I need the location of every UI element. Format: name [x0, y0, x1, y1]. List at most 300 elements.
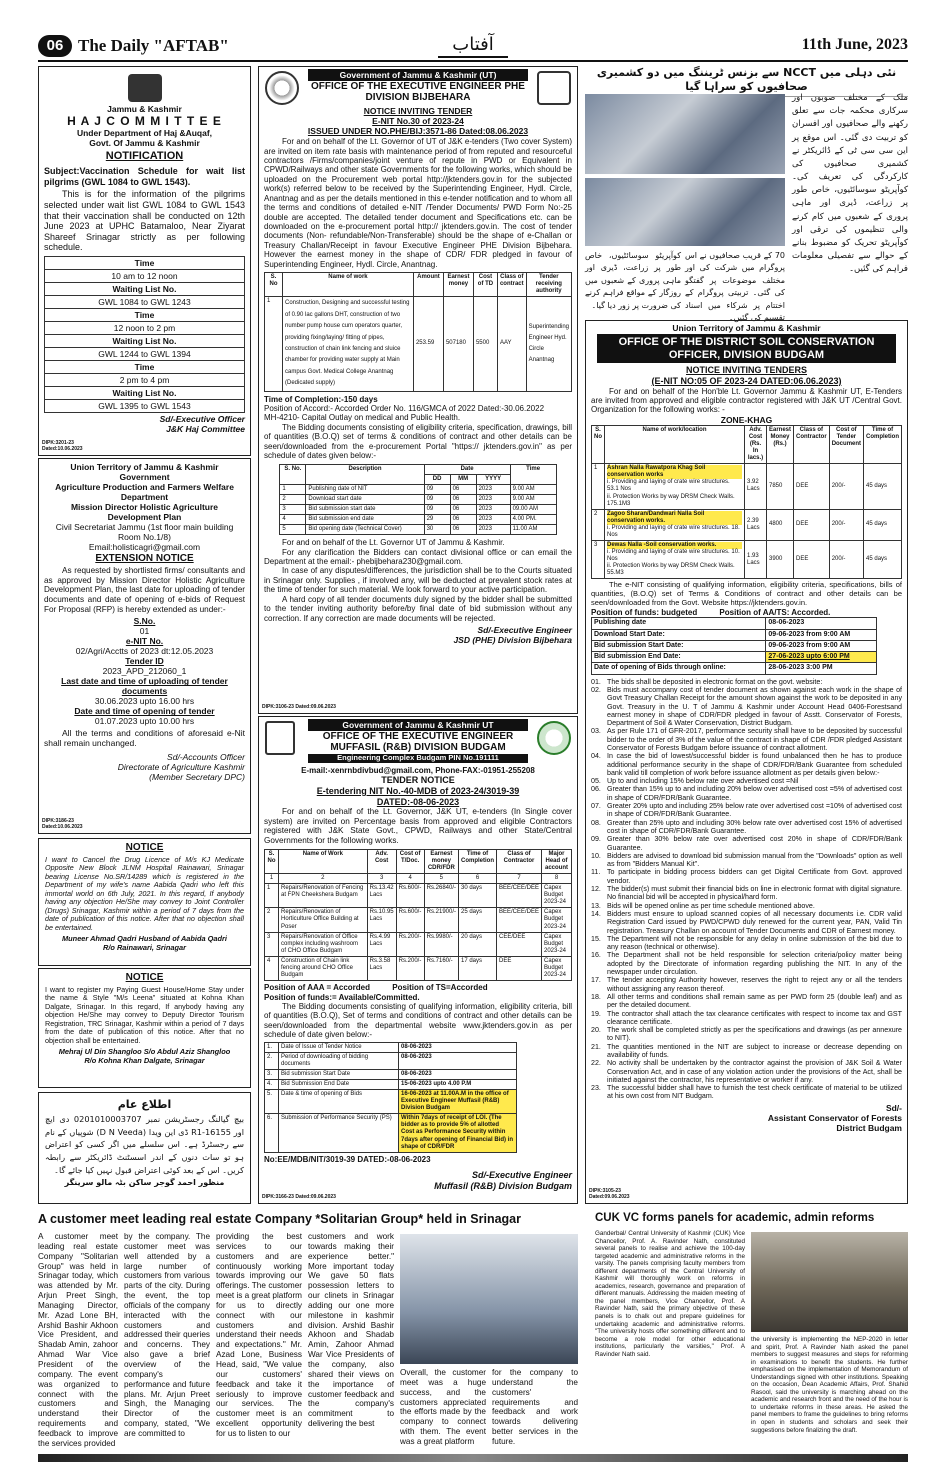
- soil-term-item: [591, 802, 902, 819]
- text-field: ii. Protection Works by way DRSM Check Walls. 175.1M3: [607, 493, 735, 507]
- phe-sign2: JSD (PHE) Division Bijbehara: [453, 635, 572, 646]
- table-cell: Rs.7160/-: [424, 956, 458, 980]
- rnb-th: S. No: [265, 849, 279, 873]
- phe-tender: [258, 66, 578, 714]
- table-cell: 6: [459, 874, 497, 884]
- text-field: DIPK:3201-23: [42, 440, 74, 447]
- table-cell: Capex Budget 2023-24: [542, 956, 572, 980]
- agri-l5: Civil Secretariat Jammu (1st floor main building Room No.1/8): [55, 522, 234, 543]
- agri-last: 30.06.2023 upto 16.00 hrs: [94, 696, 195, 707]
- table-cell: Bid submission End Date:: [592, 652, 766, 663]
- soil-term-item: [591, 777, 902, 785]
- rnb-schedule-table: [264, 1042, 517, 1153]
- haj-cell: Time: [45, 257, 245, 270]
- urdu-ad-body: بیچ گیالنگ رجسٹریشن نمبر 0201010003707 دی ایچ اور 16155-R1 ڈی این ویدا (D N Veeda) شوپیاں کے نام سے رجسٹرڈ ہے۔ اس سلسلے میں اگر کسی کو اعتراض ہو تو سات دنوں کے اندر اسسٹنٹ ڈائریکٹر سے رابطہ کریں۔ اس کے بعد کوئی اعتراض قبول نہیں کیا جائے گا۔: [45, 1114, 244, 1175]
- notice1-sign2: R/o Rainawari, Srinagar: [103, 942, 186, 952]
- table-cell: 5.: [265, 1090, 279, 1114]
- phe-td: 253.59: [413, 297, 443, 391]
- table-cell: Period of downloading of bidding documents: [279, 1052, 399, 1069]
- table-cell: BEE/CEE/DEE: [496, 908, 541, 932]
- agri-l3: Agriculture Production and Farmers Welfare Department: [55, 482, 234, 503]
- rnb-sign1: Sd/-Executive Engineer: [471, 1170, 572, 1181]
- notice-guest-house: [38, 968, 251, 1088]
- table-cell: 09-06-2023 from 9:00 AM: [766, 629, 877, 640]
- table-cell: 1: [280, 484, 306, 494]
- table-cell: 3: [265, 932, 279, 956]
- story1-col6: for the company to understand the customers' requirements and feedback and work towards delivering better services in the future.: [492, 1368, 578, 1446]
- soil-term-number: 20.: [591, 1026, 601, 1035]
- notice2-body: I want to register my Paying Guest House/Home Stay under the name & Style "M/s Leena" situated at Kohna Khan Dalgate, Srinagar. In this regard, If anybody having any objection He/She may convey to Deputy Director Tourism Registration, TRC Srinagar, Kashmir within a period of 7 days from the date of publication of this notice. After that no objection shall be entertained.: [45, 984, 244, 1045]
- footer-rule: [38, 1454, 908, 1462]
- text-field: i. Providing and laying of crate wire structures. 18. Nos: [607, 524, 740, 538]
- phe-govt: Government of Jammu & Kashmir (UT): [308, 69, 528, 81]
- soil-tender: [585, 320, 908, 1204]
- phe-th: Time: [510, 464, 556, 484]
- soil-term-item: [591, 951, 902, 976]
- rnb-th: Time of Completion: [459, 849, 497, 873]
- story2-col1: Ganderbal/ Central University of Kashmir (CUK) Vice Chancellor, Prof. A. Ravinder Nath, constituted several panels to realise and achieve the 100-day targeted academic and administrative reforms in the varsity. The panels comprising faculty members from different departments of the Central University of Kashmir will thoroughly work on reforms in academics, research, governance and preparation of different manuals. Addressing the maiden meeting of the panel members, Vice Chancellor, Prof. A Ravinder Nath, said the primary objective of these panels is to chalk out and prepare guidelines for undertaking academic and administrative reforms. "The university hosts offer something different and to become a role model for other educational institutions, particularly the varsities," Prof. A Ravinder Nath said.: [595, 1230, 745, 1358]
- agri-last-label: Last date and time of uploading of tender documents: [61, 676, 228, 697]
- story1-col5: Overall, the customer meet was a huge success, and the customers appreciated the efforts made by the company to connect with them. The event was a great platform: [400, 1368, 486, 1446]
- urdu-public-notice: [38, 1092, 251, 1204]
- table-cell: 2: [279, 874, 368, 884]
- table-cell: Download Start Date:: [592, 629, 766, 640]
- phe-body2: The Bidding documents consisting of eligibility criteria, specification, drawings, bill of quantities (B.O.Q) set of terms & conditions of contract and other details can be seen/downloaded from the e-procurement Portal "https:// jktenders.gov.in" as per schedule of dates given below:-: [264, 422, 572, 461]
- soil-body: For and on behalf of the Hon'ble Lt. Governor Jammu & Kashmir UT, E-Tenders are invited from approved and eligible contractor registered with J&K UT /Central Govt. Organization for the following works: -: [591, 386, 902, 415]
- soil-term-number: 01.: [591, 677, 601, 686]
- phe-works-table: [264, 272, 572, 391]
- soil-term-text: Bidders must ensure to upload scanned copies of all necessary documents i.e. CDR valid Registration Card issued by PWD/CPWD duly renewed for the current year, PAN, Valid Tin registration. Treasury Challan on account of Tender Documents and CDR of Earnest money.: [607, 909, 902, 935]
- rnb-contact: E-mail:-xenrnbdivbud@gmail.com, Phone-FAX:-01951-255208: [301, 765, 535, 775]
- soil-term-number: 07.: [591, 802, 601, 811]
- soil-term-text: The bids shall be deposited in electronic format on the govt. website:: [607, 677, 823, 686]
- page-number: 06: [38, 35, 72, 57]
- soil-term-number: 17.: [591, 976, 601, 985]
- table-cell: DEE: [794, 541, 830, 579]
- phe-logo-icon: [537, 71, 571, 105]
- notice1-body: I want to Cancel the Drug Licence of M/s KJ Medicate Opposite New Block JLNM Hospital Rainawari, Srinagar bearing License No.SR/14289 which is registered in the Department of my wife's name Aabida Qadri who left this immortal world on 6th July, 2021. In this regard, If anybody having any objection He/She may convey to Joint Controller (Drugs) Srinagar, Kashmir within a period of 7 days from the date of publication of this notice. After that no objection shall be entertained.: [45, 854, 244, 932]
- table-cell: 1.93 Lacs: [745, 541, 767, 579]
- phe-th: S. No.: [280, 464, 306, 484]
- table-cell: [605, 464, 745, 509]
- rnb-enit: E-tendering NIT No.-40-MDB of 2023-24/3019-39: [316, 785, 520, 796]
- haj-cell: GWL 1395 to GWL 1543: [45, 400, 245, 413]
- table-cell: 11.00 AM: [510, 525, 556, 535]
- soil-term-item: [591, 727, 902, 752]
- soil-term-item: [591, 1084, 902, 1101]
- jk-emblem-icon: [265, 71, 299, 105]
- table-cell: Repairs/Renovation of Horticulture Office Building at Poser: [279, 908, 368, 932]
- soil-term-text: Up to and including 15% below rate over advertised cost =Nil: [607, 777, 799, 786]
- soil-term-number: 02.: [591, 685, 601, 694]
- table-cell: 3900: [767, 541, 794, 579]
- soil-term-text: In case the bid of lowest/successful bidder is found unbalanced then he has to produce additional performance security in the shape of CDR/FDR/Bank Guarantee from scheduled bank valid till completion of work before issuance allotment as per details given below:-: [607, 752, 902, 777]
- phe-dipk: DIPK:3106-23 Dated:09.06.2023: [262, 704, 336, 711]
- jk-emblem-icon: [265, 721, 295, 755]
- story1-headline: A customer meet leading real estate Company *Solitarian Group* held in Srinagar: [38, 1212, 521, 1226]
- rnb-aaa: Position of AAA = Accorded Position of TS=Accorded: [264, 983, 488, 993]
- haj-cell: GWL 1084 to GWL 1243: [45, 296, 245, 309]
- soil-term-number: 03.: [591, 727, 601, 736]
- soil-heading: NOTICE INVITING TENDERS: [685, 365, 807, 376]
- soil-term-number: 23.: [591, 1084, 601, 1093]
- phe-th: Tender receiving authority: [526, 273, 571, 297]
- table-cell: 45 days: [864, 509, 902, 540]
- soil-term-item: [591, 1010, 902, 1027]
- soil-body2: The e-NIT consisting of qualifying information, eligibility criteria, specifications, bills of quantities, (B.O.Q) set of Terms & Conditions of contract and other details can be seen/downloaded from the Govt. Website https://jktenders.gov.in.: [591, 580, 902, 608]
- text-field: Ashran Nalla Rawatpora Khag Soil conservation works: [607, 465, 742, 479]
- soil-term-text: Bids will be opened online as per time schedule mentioned above.: [607, 901, 815, 910]
- urdu-news-col3: کوآپریٹو سوسائٹیوں، خاص طور پر زراعت، ڈیری اور ماہی پروری کے شعبوں میں روزگار کے مواقع فراہم کرنے کی ضرورت پر زور دیا گیا۔: [585, 251, 681, 310]
- soil-term-item: [591, 819, 902, 836]
- table-cell: Date & time of opening of Bids: [279, 1090, 399, 1114]
- phe-th: Class of contract: [497, 273, 526, 297]
- table-cell: DEE: [794, 509, 830, 540]
- text-field: DIPK:3105-23: [589, 1188, 621, 1195]
- table-cell: 1: [592, 464, 605, 509]
- table-cell: 2.: [265, 1052, 279, 1069]
- phe-p1: For and on behalf of the Lt. Governor UT of Jammu & Kashmir.: [282, 538, 505, 548]
- soil-term-item: [591, 835, 902, 852]
- story1-col2: by the company. The customer meet was well attended by a large number of customers from various parts of the city. During the event, the top officials of the company interacted with the customers and addressed their queries and concerns. They also gave a brief overview of the company's performance and future plans. Mr. Arjun Preet Singh, the Managing Director of the company, stated, "We are committed to: [124, 1232, 210, 1438]
- haj-cell: 2 pm to 4 pm: [45, 374, 245, 387]
- soil-term-item: [591, 785, 902, 802]
- soil-term-text: Greater than 25% upto and including 30% below rate over advertised cost 15% of advertised cost in shape of CDR/FDR/Bank Guarantee.: [607, 818, 902, 835]
- soil-term-number: 15.: [591, 934, 601, 943]
- urdu-news: [585, 66, 908, 322]
- table-cell: 4: [265, 956, 279, 980]
- table-cell: Rs.600/-: [396, 884, 424, 908]
- soil-term-text: To participate in bidding process bidders can get Digital Certificate from Govt. approved vendor.: [607, 868, 902, 885]
- table-cell: 08-06-2023: [399, 1069, 517, 1079]
- agri-enit: 02/Agri/Acctts of 2023 dt:12.05.2023: [75, 646, 214, 657]
- story1-photo: [400, 1234, 578, 1364]
- soil-term-item: [591, 935, 902, 952]
- phe-td: Construction, Designing and successful testing of 0.90 lac gallons DHT, construction of two number pump house cum operators quarter, providing fixing/laying/ fitting of pipes, construction of chain link fencing and sluice chamber for providing water supply at Main campus Govt. Medical College Anantnag (Dedicated supply): [283, 297, 414, 391]
- table-cell: Construction of Chain link fencing around CHO Office Budgam: [279, 956, 368, 980]
- urdu-news-photo-2: [585, 178, 785, 246]
- table-cell: 16-06-2023 at 11.00A.M in the office of Executive Engineer Muffasil (R&B) Division Budgam: [399, 1090, 517, 1114]
- soil-term-item: [591, 976, 902, 993]
- haj-cell: Time: [45, 361, 245, 374]
- table-cell: Rs.4.99 Lacs: [367, 932, 396, 956]
- soil-funds: Position of funds: budgeted Position of AA/TS: Accorded.: [591, 607, 831, 617]
- soil-th: S. No: [592, 425, 605, 463]
- text-field: Dewas Nalla -Soil conservation works.: [607, 542, 742, 549]
- soil-ut: Union Territory of Jammu & Kashmir: [672, 323, 821, 333]
- table-cell: 7: [496, 874, 541, 884]
- rnb-govt: Government of Jammu & Kashmir UT: [308, 719, 528, 731]
- soil-th: Name of work/location: [605, 425, 745, 463]
- rnb-th: Earnest money CDR/FDR: [424, 849, 458, 873]
- table-cell: 2: [280, 494, 306, 504]
- phe-td: 507180: [443, 297, 473, 391]
- table-cell: 2023: [476, 484, 510, 494]
- table-cell: 8: [542, 874, 572, 884]
- phe-th: S. No: [265, 273, 283, 297]
- table-cell: 4.00 PM.: [510, 515, 556, 525]
- table-cell: 30: [424, 525, 450, 535]
- table-cell: 2023: [476, 515, 510, 525]
- soil-term-item: [591, 1043, 902, 1060]
- table-cell: 1: [265, 884, 279, 908]
- notice2-sign2: R/o Kohna Khan Dalgate, Srinagar: [84, 1055, 205, 1065]
- urdu-news-col2: 70 کے قریب صحافیوں نے اس پروگرام میں شرکت کی اور مختلف موضوعات پر گفتگو کی گئی۔ تربیتی پروگرام کے اختتام پر شرکاء میں اسناد تقسیم کی گئیں۔: [685, 251, 785, 322]
- notice-drug-licence: [38, 838, 251, 966]
- soil-dates-table: [591, 617, 877, 674]
- soil-term-number: 22.: [591, 1059, 601, 1068]
- table-cell: Rs.3.58 Lacs: [367, 956, 396, 980]
- text-field: Dated:10.06.2023: [42, 824, 83, 831]
- table-cell: 4.: [265, 1080, 279, 1090]
- phe-td: 5500: [473, 297, 497, 391]
- story2-headline: CUK VC forms panels for academic, admin reforms: [595, 1212, 875, 1224]
- soil-dipk: [589, 1189, 630, 1201]
- soil-term-text: No activity shall be undertaken by the contractor against the provision of J&K Soil & Water Conservation Act, and in case of any violation action under the provisions of the Act, shall be initiated against the contractor, his representative or worker if any.: [607, 1059, 902, 1084]
- table-cell: Within 7days of receipt of LOI. (The bidder as to provide 5% of allotted Cost as Performance Security within 7days after opening of Financial Bid) in shape of CDR/FDR: [399, 1114, 517, 1152]
- soil-term-text: The quantities mentioned in the NIT are subject to increase or decrease depending on availability of funds.: [607, 1042, 902, 1059]
- soil-th: Time of Completion: [864, 425, 902, 463]
- notice1-heading: NOTICE: [125, 842, 164, 853]
- agri-enit-label: e-NIT No.: [125, 636, 164, 647]
- table-cell: 5: [280, 525, 306, 535]
- table-cell: Rs.200/-: [396, 956, 424, 980]
- table-cell: 08-06-2023: [399, 1042, 517, 1052]
- soil-th: Adv. Cost (Rs. In lacs.): [745, 425, 767, 463]
- soil-term-item: [591, 678, 902, 686]
- soil-term-number: 16.: [591, 951, 601, 960]
- soil-term-text: As per Rule 171 of GFR-2017, performance security shall have to be deposited by successful bidder to the order of 3% of the value of the contract in shape of CDR /FDR pledged Assistant Conservator of Forests Budgam before issuance of contract allotment.: [607, 727, 902, 752]
- phe-p2: For any clarification the Bidders can contact divisional office or can email the Department at the email:- phebijbehara230@gmail.com.: [264, 547, 572, 567]
- table-cell: Rs.10.95 Lacs: [367, 908, 396, 932]
- urdu-ad-title: اطلاع عام: [117, 1098, 172, 1111]
- rnb-th: Adv. Cost: [367, 849, 396, 873]
- table-cell: Rs.9980/-: [424, 932, 458, 956]
- table-cell: 09: [424, 484, 450, 494]
- phe-sign1: Sd/-Executive Engineer: [477, 625, 572, 636]
- table-cell: 09: [424, 504, 450, 514]
- text-field: ii. Protection Works by way DRSM Check Walls. 55.M3: [607, 563, 735, 577]
- phe-th: DD: [424, 474, 450, 484]
- soil-term-number: 13.: [591, 901, 601, 910]
- soil-term-text: Bids must accompany cost of tender document as shown against each work in the shape of Govt Treasury Challan Receipt for the amount shown against the work to be deposited in any Govt. Treasury in the U. T of Jammu & Kashmir under Account Head 0406-Forestsand earnest money in shape of CDR/FDR pledged in favour of Asstt. Conservator of Forests, Department of Soil & Water Conservation, District Budgam.: [607, 685, 902, 728]
- rnb-works-table: [264, 849, 572, 981]
- phe-dates-table: [279, 464, 556, 536]
- haj-govt: Govt. Of Jammu & Kashmir: [89, 138, 200, 149]
- table-cell: Repairs/Renovation of Office complex including washroom of CHO Office Budgam: [279, 932, 368, 956]
- table-cell: Bid submission Start Date: [279, 1069, 399, 1079]
- masthead-logo: آفتاب: [438, 34, 508, 58]
- phe-heading: NOTICE INVITING TENDER: [363, 106, 473, 117]
- haj-body: This is for the information of the pilgrims selected under wait list GWL 1084 to GWL 1543 that their vaccination shall be conducted on 12th June 2023 at UPHC Batamaloo, Near Ziyarat Shareef Srinagar strictly as per following schedule.: [44, 189, 245, 253]
- soil-term-item: [591, 993, 902, 1010]
- table-cell: 45 days: [864, 541, 902, 579]
- issue-date: 11th June, 2023: [801, 36, 908, 53]
- table-cell: 2023: [476, 525, 510, 535]
- agri-tid-label: Tender ID: [125, 656, 164, 667]
- haj-logo: [128, 74, 162, 102]
- rnb-body2: The Bidding documents consisting of qualifying information, eligibility criteria, bill of quantities (B.O.Q), Set of terms and conditions of contract and other details can be seen/downloaded from the departmental website www.jktenders.gov.in as per schedule of date given below:-: [264, 1001, 572, 1040]
- soil-sign2: Assistant Conservator of Forests: [767, 1112, 902, 1123]
- text-field: i. Providing and laying of crate wire structures. 10. Nos: [607, 549, 740, 563]
- table-cell: 09.00 AM: [510, 504, 556, 514]
- table-cell: Bid submission start date: [306, 504, 424, 514]
- soil-term-text: All other terms and conditions shall remain same as per PWD form 25 (double leaf) and as per the detailed document.: [607, 992, 902, 1010]
- soil-term-number: 06.: [591, 785, 601, 794]
- table-cell: 3: [592, 541, 605, 579]
- phe-th: MM: [450, 474, 476, 484]
- haj-dipk: [42, 441, 83, 453]
- soil-term-text: The successful bidder shall have to furnish the test check certificate of material to be utilized at his own cost from NIT Budgam.: [607, 1084, 902, 1101]
- table-cell: 4800: [767, 509, 794, 540]
- soil-zone: ZONE-KHAG: [720, 414, 773, 425]
- rnb-th: Name of Work: [279, 849, 368, 873]
- notice2-sign1: Mehraj Ul Din Shangloo S/o Abdul Aziz Shangloo: [58, 1047, 231, 1057]
- haj-subject: Subject:Vaccination Schedule for wait list pilgrims (GWL 1084 to GWL 1543).: [44, 166, 245, 187]
- table-cell: Rs.200/-: [396, 932, 424, 956]
- table-cell: 06: [450, 504, 476, 514]
- table-cell: 2: [265, 908, 279, 932]
- phe-p3: In case of any disputes/differences, the jurisdiction shall be to the Courts situated in Srinagar only. Supplies , if involved any, will be deducted at prevalent stock rates at the time of tender for such material. We look forward to your active participation.: [264, 566, 572, 595]
- soil-enit: (E-NIT NO:05 OF 2023-24 DATED:06.06.2023): [651, 375, 842, 386]
- phe-mh: MH-4210- Capital Outlay on medical and Public Health.: [264, 413, 461, 423]
- table-cell: Bid Submission End Date: [279, 1080, 399, 1090]
- haj-committee: H A J C O M M I T T E E: [67, 114, 222, 129]
- soil-term-text: The bidder(s) must submit their financial bids on line in electronic format with digital signature. No financial bid will be accepted in physical/hard form.: [607, 885, 902, 902]
- table-cell: 45 days: [864, 464, 902, 509]
- agri-l4: Mission Director Holistic Agriculture Development Plan: [70, 502, 219, 523]
- soil-term-number: 08.: [591, 818, 601, 827]
- text-field: Dated:09.06.2023: [589, 1194, 630, 1201]
- table-cell: DEE: [496, 956, 541, 980]
- soil-term-number: 14.: [591, 909, 601, 918]
- soil-term-number: 11.: [591, 868, 601, 877]
- story-solitarian: [38, 1212, 578, 1452]
- table-cell: 3.92 Lacs: [745, 464, 767, 509]
- haj-schedule: [44, 256, 245, 413]
- phe-th: YYYY: [476, 474, 510, 484]
- agri-l2: Government: [119, 472, 170, 483]
- notice1-sign1: Muneer Ahmad Qadri Husband of Aabida Qadri: [62, 934, 227, 944]
- soil-term-number: 10.: [591, 851, 601, 860]
- urdu-news-col1: ملک کے مختلف صوبوں اور سرکاری محکمہ جات سے تعلق رکھنے والے صحافیوں اور افسران کو تربیت دی گئی۔ اس موقع پر این سی سی ٹی کے ڈائریکٹر نے کشمیری صحافیوں کی کارکردگی کی تعریف کی۔ کوآپریٹو سوسائٹیوں، خاص طور پر زراعت، ڈیری اور ماہی پروری کے شعبوں میں کام کرنے والی تنظیموں کی ترقی اور کوآپریٹو تحریک کو مضبوط بنانے کے حوالے سے تفصیلی معلومات فراہم کی گئیں۔: [792, 93, 908, 275]
- phe-th: Name of work: [283, 273, 414, 297]
- phe-p4: A hard copy of all tender documents duly signed by the bidder shall be submitted to the tender inviting authority before/by final date of bid submission without any correction. If any correction are made documents will be rejected.: [264, 594, 572, 623]
- rnb-sign2: Muffasil (R&B) Division Budgam: [434, 1180, 572, 1191]
- table-cell: Rs.600/-: [396, 908, 424, 932]
- rnb-funds: Position of funds:= Available/Committed.: [264, 992, 420, 1002]
- haj-notice: [38, 66, 251, 456]
- agri-open-label: Date and time of opening of tender: [74, 706, 215, 717]
- masthead: [38, 34, 908, 60]
- agri-tid: 2023_APD_212060_1: [102, 666, 187, 677]
- soil-term-text: Greater 20% upto and including 25% below rate over advertised cost =10% of advertised cost in shape of CDR/FDR/Bank Guarantee.: [607, 802, 902, 819]
- rnb-th: Cost of T/Doc.: [396, 849, 424, 873]
- table-cell: 17 days: [459, 956, 497, 980]
- table-cell: 2023: [476, 494, 510, 504]
- rnb-th: Major Head of account: [542, 849, 572, 873]
- rnb-th: Class of Contractor: [496, 849, 541, 873]
- soil-term-text: The tender accepting Authority however, reserves the right to reject any or all the tenders without assigning any reason thereof.: [607, 976, 902, 993]
- text-field: Dated:10.06.2023: [42, 446, 83, 453]
- haj-heading: NOTIFICATION: [105, 150, 184, 163]
- soil-term-item: [591, 868, 902, 885]
- phe-issued: ISSUED UNDER NO.PHE/BIJ:3571-86 Dated:08.06.2023: [307, 126, 529, 137]
- soil-term-text: Greater than 30% below rate over advertised cost 20% in shape of CDR/FDR/Bank Guarantee.: [607, 835, 902, 852]
- table-cell: Bid opening date (Technical Cover): [306, 525, 424, 535]
- table-cell: 2023: [476, 504, 510, 514]
- table-cell: 09-06-2023 from 9:00 AM: [766, 640, 877, 651]
- table-cell: 3.: [265, 1069, 279, 1079]
- table-cell: [605, 509, 745, 540]
- rnb-complex: Engineering Complex Budgam PIN No.191111: [308, 754, 528, 763]
- urdu-news-photo-1: [585, 94, 785, 174]
- table-cell: Publishing date of NIT: [306, 484, 424, 494]
- agri-sign1: Sd/-Accounts Officer: [167, 751, 245, 762]
- table-cell: 25 days: [459, 908, 497, 932]
- haj-cell: Waiting List No.: [45, 283, 245, 296]
- table-cell: 27-06-2023 upto 6:00 PM: [766, 652, 877, 663]
- soil-term-item: [591, 902, 902, 910]
- agri-open: 01.07.2023 upto 10.00 hrs: [94, 716, 195, 727]
- table-cell: Repairs/Renovation of Fencing at FPN Cheekshera Budgam: [279, 884, 368, 908]
- soil-term-item: [591, 1059, 902, 1084]
- agri-email: Email:holisticagri@gmail.com: [88, 542, 201, 553]
- soil-term-item: [591, 686, 902, 727]
- agri-l1: Union Territory of Jammu & Kashmir: [70, 462, 219, 472]
- phe-accord: Position of Accord:- Accorded Order No. 116/GMCA of 2022 Dated:-30.06.2022: [264, 403, 545, 413]
- haj-org: Jammu & Kashmir: [107, 104, 182, 114]
- agri-sign2: Directorate of Agriculture Kashmir: [117, 761, 245, 772]
- table-cell: Bid submission end date: [306, 515, 424, 525]
- table-cell: 4: [396, 874, 424, 884]
- table-cell: 9.00 AM: [510, 494, 556, 504]
- haj-sign1: Sd/-Executive Officer: [159, 414, 245, 425]
- table-cell: BEE/CEE/DEE: [496, 884, 541, 908]
- table-cell: 15-06-2023 upto 4.00 P.M: [399, 1080, 517, 1090]
- table-cell: 20 days: [459, 932, 497, 956]
- table-cell: Publishing date: [592, 618, 766, 629]
- table-cell: 5: [424, 874, 458, 884]
- soil-sign1: Sd/-: [885, 1102, 902, 1113]
- story2-photo: [751, 1232, 908, 1332]
- phe-td: AAY: [497, 297, 526, 391]
- text-field: DIPK:3186-23: [42, 818, 74, 825]
- phe-th: Amount: [413, 273, 443, 297]
- soil-th: Cost of Tender Document: [829, 425, 863, 463]
- soil-term-number: 05.: [591, 777, 601, 786]
- soil-term-item: [591, 752, 902, 777]
- soil-term-text: Greater than 15% up to and including 20% below over advertised cost =5% of advertised cost in shape of CDR/FDR/Bank Guarantee.: [607, 785, 902, 802]
- agri-tail: All the terms and conditions of aforesaid e-Nit shall remain unchanged.: [44, 728, 245, 749]
- rnb-dipk: DIPK:3166-23 Dated:09.06.2023: [262, 1194, 336, 1201]
- table-cell: 08-06-2023: [399, 1052, 517, 1069]
- phe-body: For and on behalf of the Lt. Governor of UT of J&K e-tenders (Two cover System) are invited on item rate basis with maintenance period of from reputed and resourceful contractors /Firms/companies/joint venture of repute in PWD or Equivalent in CPWD/Railways and other state Governments for the following works, which should be uploaded on the Procurement web portal http://jktenders.gov.in for the subjected work(s) referred below to be received by the Superintending Engineer, Hydl. Circle, Anantnag and as per the details mentioned in this e-tender notification and to whom all the terms and conditions of detailed e-NIT /Tender Documents/ PWD Form No:-25 double are accepted. The detailed tender document and Specifications etc. can be downloaded on the e-procurement portal http:// jktenders.gov.in. The cost of tender documents (Non- refundable/Non-Transferable) should be the shape of e-Challan or Treasury Challan/Receipt in favour Executive Engineer PHE Division Bijbehara. However the earnest money in the shape of CDR/ FDR pledged in favour of Superintending Engineer, Hydl. Circle, Anantnag.: [264, 137, 572, 269]
- notice2-heading: NOTICE: [125, 972, 164, 983]
- text-field: i. Providing and laying of crate wire structures. 53.1 Nos: [607, 479, 730, 493]
- haj-cell: 12 noon to 2 pm: [45, 322, 245, 335]
- soil-term-text: The Department shall not be held responsible for selection criteria/policy matter being adopted by the Directorate of information regarding publishing the NIT. In any of the newspaper under circulation.: [607, 951, 902, 977]
- table-cell: Date of opening of Bids through online:: [592, 663, 766, 674]
- table-cell: 06: [450, 525, 476, 535]
- story1-col4: customers and work towards making their experience better." More important today We gave 50 flats possession letters to our clinets in Srinagar adding our one more milestone in kashmir division. Arshid Bashir Akhoon and Shadab Amin, Zahoor Ahmad War Vice Presidents of the company, also shared their views on the importance of customer feedback and the company's commitment to delivering the best: [308, 1232, 394, 1429]
- table-cell: 7850: [767, 464, 794, 509]
- story2-col2: the university is implementing the NEP-2020 in letter and spirit, Prof. A Ravinder Nath asked the panel members to suggest measures and steps for reforming in examinations to benefit the students. He further emphasised on the implementation of Memorandum of Understandings signed with other institutions. Speaking on the occasion, Dean Academic Affairs, Prof. Shahid Rasool, said the university is marching ahead on the academic and research front and the need of the hour is to undertake reforms in these areas. He asked the panel members to frame the guidelines to bring reforms in open in students and scholars and seek their suggestions before finalizing the draft.: [751, 1336, 908, 1434]
- soil-th: Earnest Money (Rs.): [767, 425, 794, 463]
- agri-heading: EXTENSION NOTICE: [95, 553, 194, 565]
- haj-cell: 10 am to 12 noon: [45, 270, 245, 283]
- phe-enit: E-NIT No.30 of 2023-24: [372, 116, 464, 127]
